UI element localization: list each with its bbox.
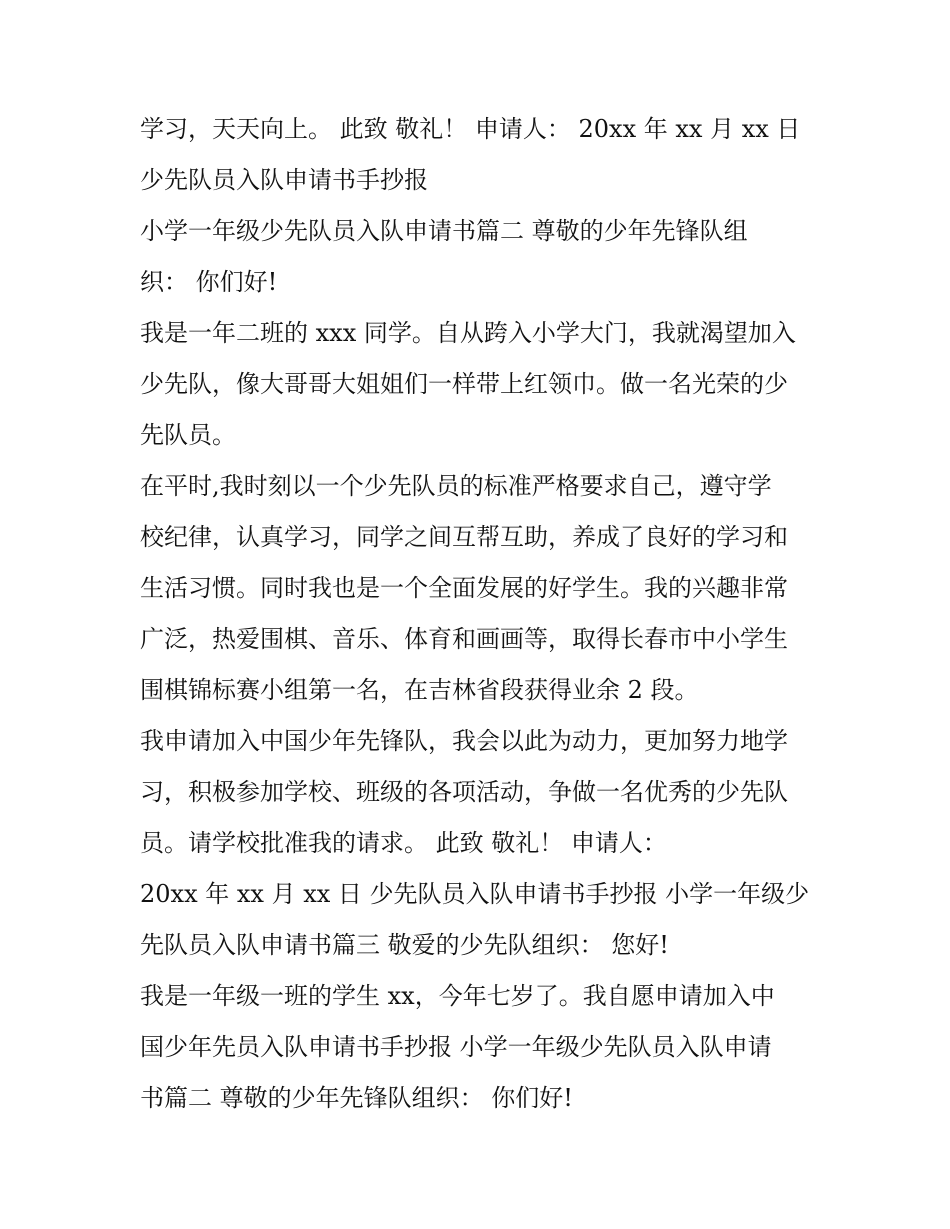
text-line: 习，积极参加学校、班级的各项活动，争做一名优秀的少先队 [140, 778, 788, 806]
text-line: 学习，天天向上。 此致 敬礼！ 申请人： 20xx 年 xx 月 xx 日 [140, 115, 801, 143]
text-line: 20xx 年 xx 月 xx 日 少先队员入队申请书手抄报 小学一年级少 [140, 880, 810, 908]
document-body [140, 104, 830, 1124]
text-line: 织： 你们好! [140, 268, 278, 296]
text-line: 生活习惯。同时我也是一个全面发展的好学生。我的兴趣非常 [140, 574, 788, 602]
text-line: 我申请加入中国少年先锋队，我会以此为动力，更加努力地学 [140, 727, 788, 755]
text-line: 少先队员入队申请书手抄报 [140, 166, 428, 194]
text-line: 校纪律，认真学习，同学之间互帮互助，养成了良好的学习和 [140, 523, 788, 551]
text-line: 先队员。 [140, 421, 236, 449]
text-line: 我是一年级一班的学生 xx，今年七岁了。我自愿申请加入中 [140, 982, 775, 1010]
text-line: 我是一年二班的 xxx 同学。自从跨入小学大门，我就渴望加入 [140, 319, 796, 347]
text-line: 少先队，像大哥哥大姐姐们一样带上红领巾。做一名光荣的少 [140, 370, 788, 398]
text-line: 国少年先员入队申请书手抄报 小学一年级少先队员入队申请 [140, 1033, 772, 1061]
text-line: 广泛，热爱围棋、音乐、体育和画画等，取得长春市中小学生 [140, 625, 788, 653]
text-line: 围棋锦标赛小组第一名，在吉林省段获得业余 2 段。 [140, 676, 699, 704]
text-line: 在平时,我时刻以一个少先队员的标准严格要求自己，遵守学 [140, 472, 772, 500]
text-line: 员。请学校批准我的请求。 此致 敬礼！ 申请人： [140, 829, 667, 857]
text-line: 书篇二 尊敬的少年先锋队组织： 你们好! [140, 1084, 573, 1112]
text-line: 小学一年级少先队员入队申请书篇二 尊敬的少年先锋队组 [140, 217, 748, 245]
text-line: 先队员入队申请书篇三 敬爱的少先队组织： 您好! [140, 931, 669, 959]
